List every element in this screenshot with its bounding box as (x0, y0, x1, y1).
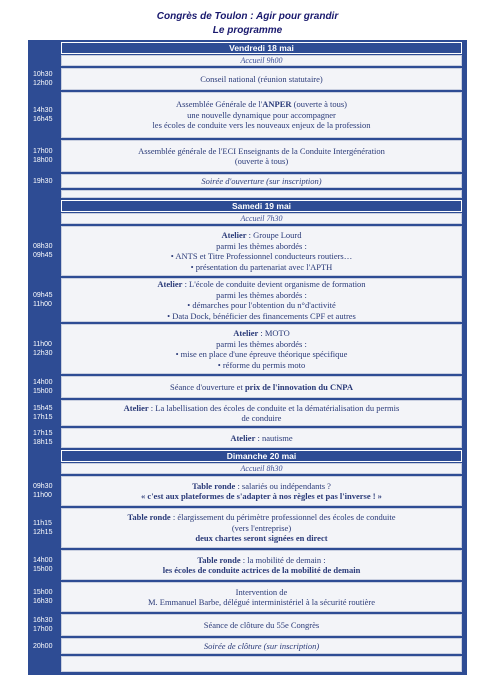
session-time: 16h30 17h00 (30, 614, 59, 636)
page-title: Congrès de Toulon : Agir pour grandir (156, 11, 339, 22)
session-time: 11h15 12h15 (30, 508, 59, 548)
day-header-saturday: Samedi 19 mai (61, 200, 462, 212)
programme-table (28, 40, 467, 675)
session-time: 15h45 17h15 (30, 400, 59, 426)
session-time: 09h45 11h00 (30, 278, 59, 322)
session-atelier-labellisation: Atelier : La labellisation des écoles de conduite et la dématérialisation du permis de conduire (61, 400, 462, 426)
session-intervention-barbe: Intervention de M. Emmanuel Barbe, délégué interministériel à la sécurité routière (61, 582, 462, 612)
session-atelier-groupe-lourd: Atelier : Groupe Lourd parmi les thèmes abordés : • ANTS et Titre Professionnel conducteurs routiers… • présentation du partenariat avec l'APTH (61, 226, 462, 276)
session-time: 19h30 (30, 174, 59, 188)
spacer-row (61, 656, 462, 672)
session-atelier-nautisme: Atelier : nautisme (61, 428, 462, 448)
spacer-row (61, 190, 462, 198)
page-subtitle: Le programme (212, 25, 283, 36)
session-atelier-organisme-formation: Atelier : L'école de conduite devient organisme de formation parmi les thèmes abordés : • démarches pour l'obtention du n°d'activité • Data Dock, bénéficier des financements CPF et autres (61, 278, 462, 322)
session-atelier-moto: Atelier : MOTO parmi les thèmes abordés : • mise en place d'une épreuve théorique spécifique • réforme du permis moto (61, 324, 462, 374)
session-time: 11h00 12h30 (30, 324, 59, 374)
session-seance-cloture: Séance de clôture du 55e Congrès (61, 614, 462, 636)
session-time: 14h00 15h00 (30, 376, 59, 398)
session-time: 09h30 11h00 (30, 476, 59, 506)
session-time: 17h15 18h15 (30, 428, 59, 448)
accueil-friday: Accueil 9h00 (61, 55, 462, 66)
accueil-saturday: Accueil 7h30 (61, 213, 462, 224)
session-soiree-ouverture: Soirée d'ouverture (sur inscription) (61, 174, 462, 188)
accueil-sunday: Accueil 8h30 (61, 463, 462, 474)
session-time: 08h30 09h45 (30, 226, 59, 276)
session-ag-eci: Assemblée générale de l'ECI Enseignants de la Conduite Intergénération (ouverte à tous) (61, 140, 462, 172)
session-time: 17h00 18h00 (30, 140, 59, 172)
session-table-ronde-perimetre: Table ronde : élargissement du périmètre professionnel des écoles de conduite (vers l'entreprise) deux chartes seront signées en direct (61, 508, 462, 548)
session-time: 14h00 15h00 (30, 550, 59, 580)
session-soiree-cloture: Soirée de clôture (sur inscription) (61, 638, 462, 654)
day-header-sunday: Dimanche 20 mai (61, 450, 462, 462)
day-header-friday: Vendredi 18 mai (61, 42, 462, 54)
session-table-ronde-mobilite: Table ronde : la mobilité de demain : les écoles de conduite actrices de la mobilité de demain (61, 550, 462, 580)
session-table-ronde-salaries: Table ronde : salariés ou indépendants ? « c'est aux plateformes de s'adapter à nos règles et pas l'inverse ! » (61, 476, 462, 506)
session-seance-ouverture: Séance d'ouverture et prix de l'innovation du CNPA (61, 376, 462, 398)
session-time: 10h30 12h00 (30, 68, 59, 90)
session-time: 15h00 16h30 (30, 582, 59, 612)
session-time: 14h30 16h45 (30, 92, 59, 138)
session-ag-anper: Assemblée Générale de l'ANPER (ouverte à tous) une nouvelle dynamique pour accompagner les écoles de conduite vers les nouveaux enjeux de la profession (61, 92, 462, 138)
session-conseil-national: Conseil national (réunion statutaire) (61, 68, 462, 90)
session-time: 20h00 (30, 638, 59, 654)
page-header (0, 10, 495, 38)
